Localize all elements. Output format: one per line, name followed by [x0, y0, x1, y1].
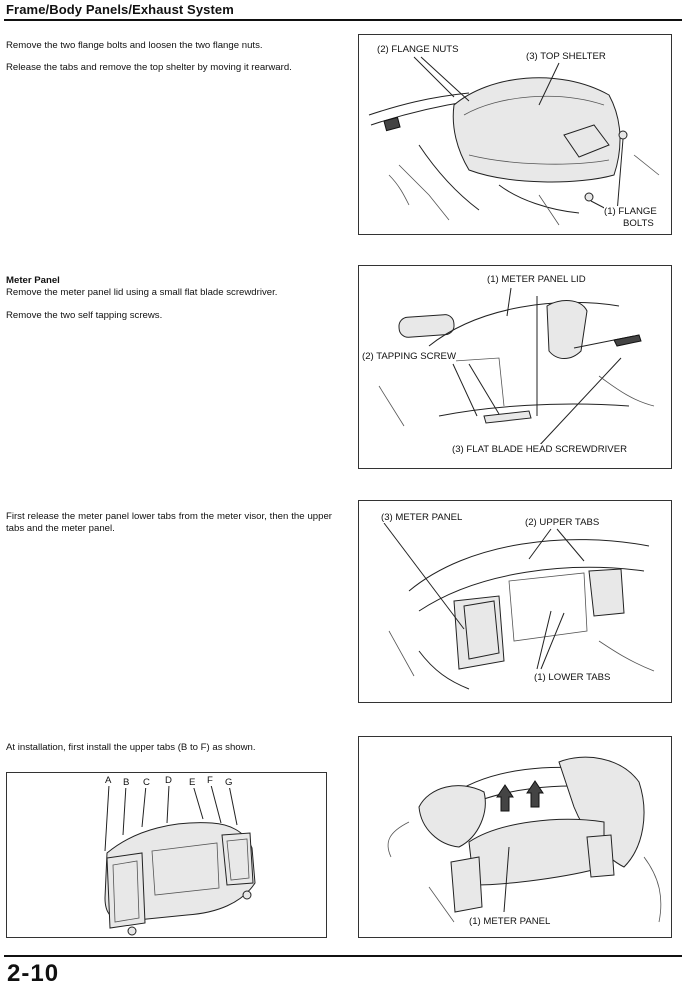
upper-tabs-illustration: [7, 773, 326, 937]
meter-panel-removal-illustration: [359, 501, 671, 702]
tab-letter-d: D: [165, 775, 172, 786]
figure-meter-panel-lid: [358, 265, 672, 469]
section-2-text: [6, 275, 332, 332]
section-3-text: [6, 511, 332, 546]
tab-letter-c: C: [143, 777, 150, 788]
tab-letter-e: E: [189, 777, 196, 788]
section-1-text: [6, 40, 332, 85]
callout-meter-panel-lid: (1) METER PANEL LID: [487, 274, 586, 285]
callout-lower-tabs: (1) LOWER TABS: [534, 672, 611, 683]
tab-letter-a: A: [105, 775, 112, 786]
callout-flange-bolts: (1) FLANGE: [604, 206, 657, 217]
meter-panel-subheading: Meter Panel: [6, 275, 60, 286]
section-3-paragraph-1: First release the meter panel lower tabs from the meter visor, then the upper tabs and the meter panel.: [6, 511, 332, 535]
callout-upper-tabs: (2) UPPER TABS: [525, 517, 600, 528]
callout-meter-panel-install: (1) METER PANEL: [469, 916, 551, 927]
callout-flat-blade-screwdriver: (3) FLAT BLADE HEAD SCREWDRIVER: [452, 444, 628, 455]
page-header-title: Frame/Body Panels/Exhaust System: [6, 2, 234, 17]
callout-top-shelter: (3) TOP SHELTER: [526, 51, 606, 62]
figure-upper-tabs-order: [6, 772, 327, 938]
callout-meter-panel: (3) METER PANEL: [381, 512, 463, 523]
page-number: 2-10: [7, 960, 60, 987]
footer-rule: [4, 955, 682, 957]
callout-flange-bolts-line2: BOLTS: [623, 218, 654, 229]
tab-letter-g: G: [225, 777, 233, 788]
callout-tapping-screw: (2) TAPPING SCREW: [362, 351, 456, 362]
callout-flange-nuts: (2) FLANGE NUTS: [377, 44, 459, 55]
figure-top-shelter: [358, 34, 672, 235]
section-1-paragraph-2: Release the tabs and remove the top shelter by moving it rearward.: [6, 62, 292, 74]
figure-meter-panel-removal: [358, 500, 672, 703]
section-2-paragraph-2: Remove the two self tapping screws.: [6, 309, 163, 321]
section-4-paragraph-1: At installation, first install the upper tabs (B to F) as shown.: [6, 742, 256, 753]
section-1-paragraph-1: Remove the two flange bolts and loosen the two flange nuts.: [6, 40, 263, 51]
section-2-paragraph-1: Remove the meter panel lid using a small flat blade screwdriver.: [6, 287, 278, 299]
header-rule: [4, 19, 682, 21]
tab-letter-b: B: [123, 777, 130, 788]
tab-letter-f: F: [207, 775, 213, 786]
figure-meter-panel-install: [358, 736, 672, 938]
section-4-text: [6, 742, 332, 764]
meter-panel-lid-illustration: [359, 266, 671, 468]
meter-panel-install-illustration: [359, 737, 671, 937]
top-shelter-illustration: [359, 35, 671, 234]
